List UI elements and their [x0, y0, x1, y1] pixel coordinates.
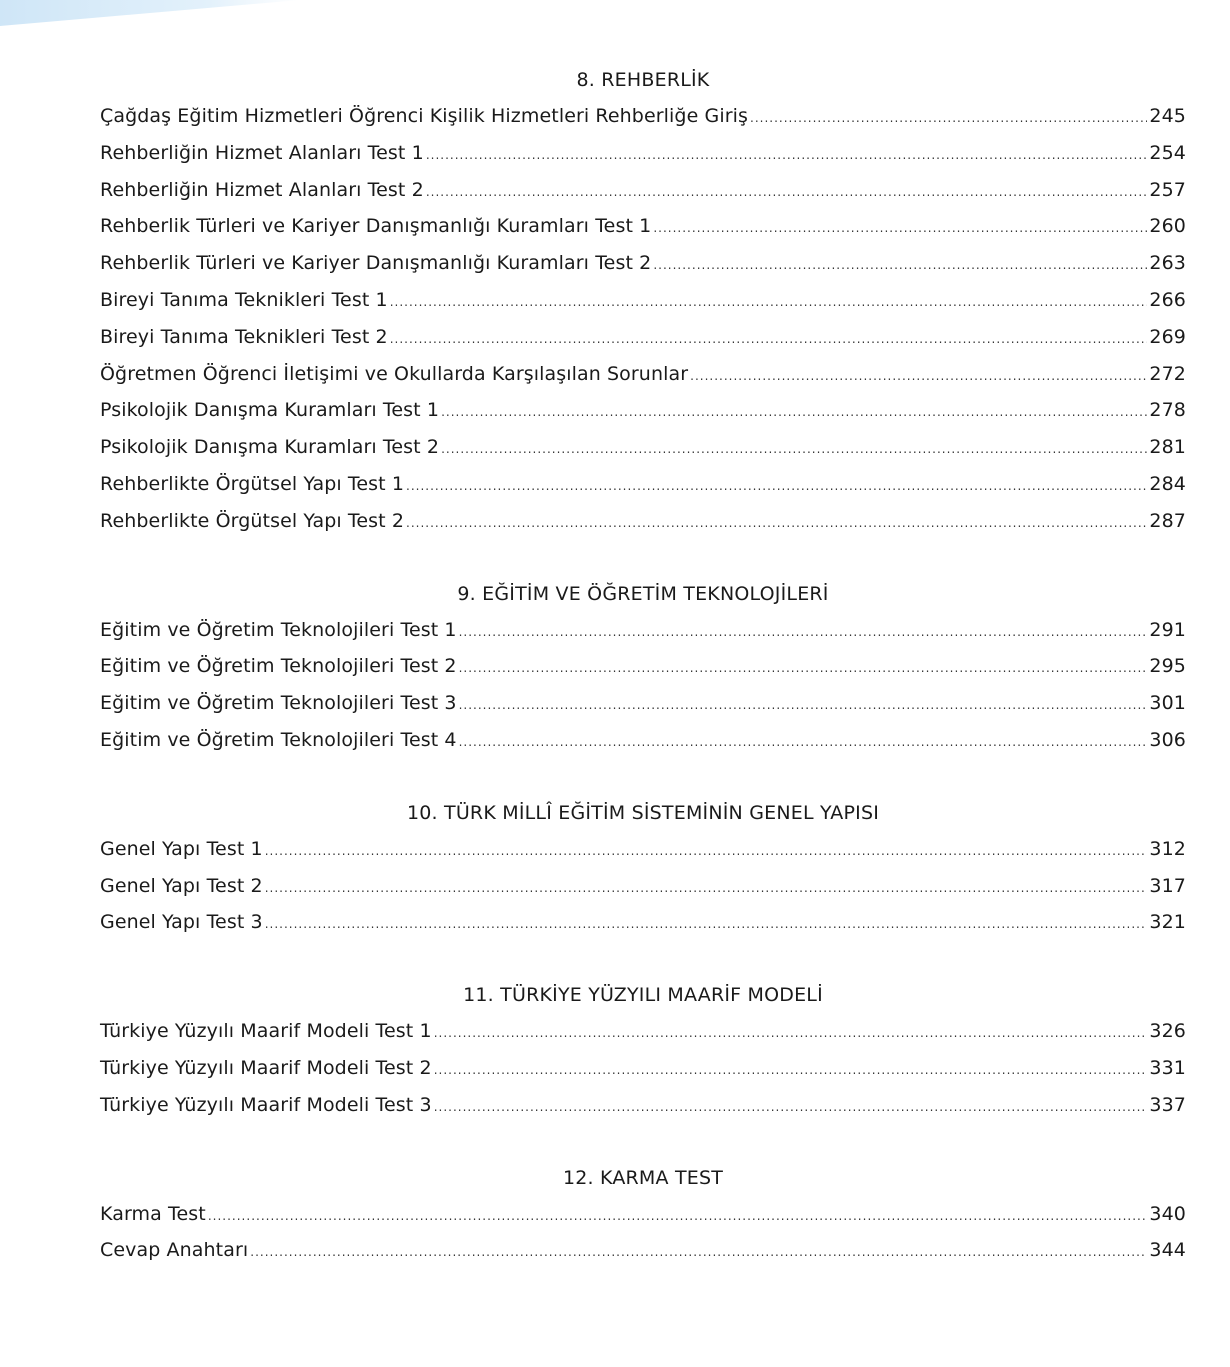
entry-label: Rehberlikte Örgütsel Yapı Test 2 — [100, 509, 405, 532]
entry-page-number: 312 — [1149, 837, 1186, 860]
entry-page-number: 254 — [1149, 141, 1186, 164]
entry-page-number: 317 — [1149, 874, 1186, 897]
dot-leader — [459, 687, 1148, 724]
entry-label: Bireyi Tanıma Teknikleri Test 1 — [100, 288, 388, 311]
toc-section-egitim-teknolojileri — [100, 576, 1186, 759]
toc-entry[interactable] — [100, 135, 1186, 172]
section-title: 10. TÜRK MİLLÎ EĞİTİM SİSTEMİNİN GENEL YAPISI — [406, 801, 880, 824]
toc-entry[interactable] — [100, 1013, 1186, 1050]
entry-label: Türkiye Yüzyılı Maarif Modeli Test 1 — [100, 1020, 432, 1043]
dot-leader — [390, 321, 1148, 358]
dot-leader — [459, 650, 1148, 687]
dot-leader — [265, 906, 1148, 943]
entry-label: Cevap Anahtarı — [100, 1239, 249, 1262]
entry-label: Genel Yapı Test 3 — [100, 911, 263, 934]
section-title: 9. EĞİTİM VE ÖĞRETİM TEKNOLOJİLERİ — [457, 582, 829, 605]
corner-decoration — [0, 0, 300, 26]
entry-label: Eğitim ve Öğretim Teknolojileri Test 2 — [100, 655, 457, 678]
entry-page-number: 257 — [1149, 178, 1186, 201]
entry-label: Çağdaş Eğitim Hizmetleri Öğrenci Kişilik Hizmetleri Rehberliğe Giriş — [100, 105, 749, 127]
entry-page-number: 281 — [1149, 436, 1186, 459]
dot-leader — [434, 1089, 1148, 1126]
entry-page-number: 266 — [1149, 288, 1186, 311]
toc-entry[interactable] — [100, 282, 1186, 319]
toc-entry[interactable] — [100, 319, 1186, 356]
dot-leader — [434, 1052, 1148, 1089]
toc-entry[interactable] — [100, 429, 1186, 466]
dot-leader — [459, 614, 1148, 651]
entry-label: Rehberliğin Hizmet Alanları Test 2 — [100, 178, 424, 201]
dot-leader — [690, 358, 1147, 395]
dot-leader — [426, 174, 1148, 211]
toc-entry[interactable] — [100, 245, 1186, 282]
entry-label: Bireyi Tanıma Teknikleri Test 2 — [100, 325, 388, 348]
entry-page-number: 331 — [1149, 1056, 1186, 1079]
entry-page-number: 278 — [1149, 399, 1186, 422]
dot-leader — [459, 724, 1148, 761]
toc-entry[interactable] — [100, 172, 1186, 209]
section-title: 12. KARMA TEST — [562, 1166, 724, 1189]
toc-section-karma-test — [100, 1160, 1186, 1270]
dot-leader — [750, 100, 1147, 137]
entry-label: Türkiye Yüzyılı Maarif Modeli Test 3 — [100, 1093, 432, 1116]
dot-leader — [653, 247, 1147, 284]
entry-label: Öğretmen Öğrenci İletişimi ve Okullarda Karşılaşılan Sorunlar — [100, 362, 689, 385]
toc-entry[interactable] — [100, 208, 1186, 245]
dot-leader — [434, 1015, 1148, 1052]
entry-page-number: 260 — [1149, 215, 1186, 238]
toc-entry[interactable] — [100, 1232, 1186, 1269]
entry-label: Rehberlikte Örgütsel Yapı Test 1 — [100, 472, 405, 495]
dot-leader — [208, 1198, 1148, 1235]
toc-entry[interactable] — [100, 466, 1186, 503]
entry-page-number: 301 — [1149, 692, 1186, 715]
entry-page-number: 337 — [1149, 1093, 1186, 1116]
table-of-contents — [100, 62, 1186, 1305]
dot-leader — [441, 394, 1147, 431]
toc-section-genel-yapi — [100, 795, 1186, 941]
entry-page-number: 321 — [1149, 911, 1186, 934]
entry-label: Genel Yapı Test 2 — [100, 874, 263, 897]
entry-label: Genel Yapı Test 1 — [100, 837, 263, 860]
section-title: 11. TÜRKİYE YÜZYILI MAARİF MODELİ — [463, 984, 823, 1007]
entry-page-number: 263 — [1149, 252, 1186, 275]
entry-page-number: 284 — [1149, 472, 1186, 495]
entry-label: Türkiye Yüzyılı Maarif Modeli Test 2 — [100, 1056, 432, 1079]
entry-label: Karma Test — [100, 1202, 206, 1225]
entry-page-number: 245 — [1149, 105, 1186, 127]
toc-entry[interactable] — [100, 98, 1186, 135]
entry-page-number: 295 — [1149, 655, 1186, 678]
toc-entry[interactable] — [100, 904, 1186, 941]
entry-label: Eğitim ve Öğretim Teknolojileri Test 4 — [100, 728, 457, 751]
entry-page-number: 344 — [1149, 1239, 1186, 1262]
entry-label: Eğitim ve Öğretim Teknolojileri Test 1 — [100, 618, 457, 641]
toc-entry[interactable] — [100, 392, 1186, 429]
entry-page-number: 306 — [1149, 728, 1186, 751]
entry-label: Rehberliğin Hizmet Alanları Test 1 — [100, 141, 424, 164]
toc-section-maarif-modeli — [100, 977, 1186, 1123]
toc-entry[interactable] — [100, 831, 1186, 868]
toc-entry[interactable] — [100, 1196, 1186, 1233]
toc-entry[interactable] — [100, 1050, 1186, 1087]
toc-entry[interactable] — [100, 356, 1186, 393]
entry-page-number: 269 — [1149, 325, 1186, 348]
section-title: 8. REHBERLİK — [576, 69, 710, 91]
toc-entry[interactable] — [100, 868, 1186, 905]
dot-leader — [265, 833, 1148, 870]
dot-leader — [406, 505, 1147, 542]
entry-label: Eğitim ve Öğretim Teknolojileri Test 3 — [100, 692, 457, 715]
entry-page-number: 326 — [1149, 1020, 1186, 1043]
toc-entry[interactable] — [100, 685, 1186, 722]
dot-leader — [426, 137, 1148, 174]
entry-page-number: 340 — [1149, 1202, 1186, 1225]
dot-leader — [390, 284, 1148, 321]
entry-label: Rehberlik Türleri ve Kariyer Danışmanlığı Kuramları Test 2 — [100, 252, 652, 275]
toc-entry[interactable] — [100, 722, 1186, 759]
dot-leader — [250, 1234, 1147, 1271]
entry-page-number: 272 — [1149, 362, 1186, 385]
entry-page-number: 287 — [1149, 509, 1186, 532]
dot-leader — [441, 431, 1147, 468]
dot-leader — [265, 870, 1148, 907]
entry-label: Psikolojik Danışma Kuramları Test 1 — [100, 399, 440, 422]
toc-entry[interactable] — [100, 1087, 1186, 1124]
toc-entry[interactable] — [100, 612, 1186, 649]
entry-page-number: 291 — [1149, 618, 1186, 641]
toc-entry[interactable] — [100, 648, 1186, 685]
toc-entry[interactable] — [100, 503, 1186, 540]
entry-label: Rehberlik Türleri ve Kariyer Danışmanlığı Kuramları Test 1 — [100, 215, 652, 238]
dot-leader — [653, 210, 1147, 247]
dot-leader — [406, 468, 1147, 505]
entry-label: Psikolojik Danışma Kuramları Test 2 — [100, 436, 440, 459]
toc-section-rehberlik — [100, 62, 1186, 540]
